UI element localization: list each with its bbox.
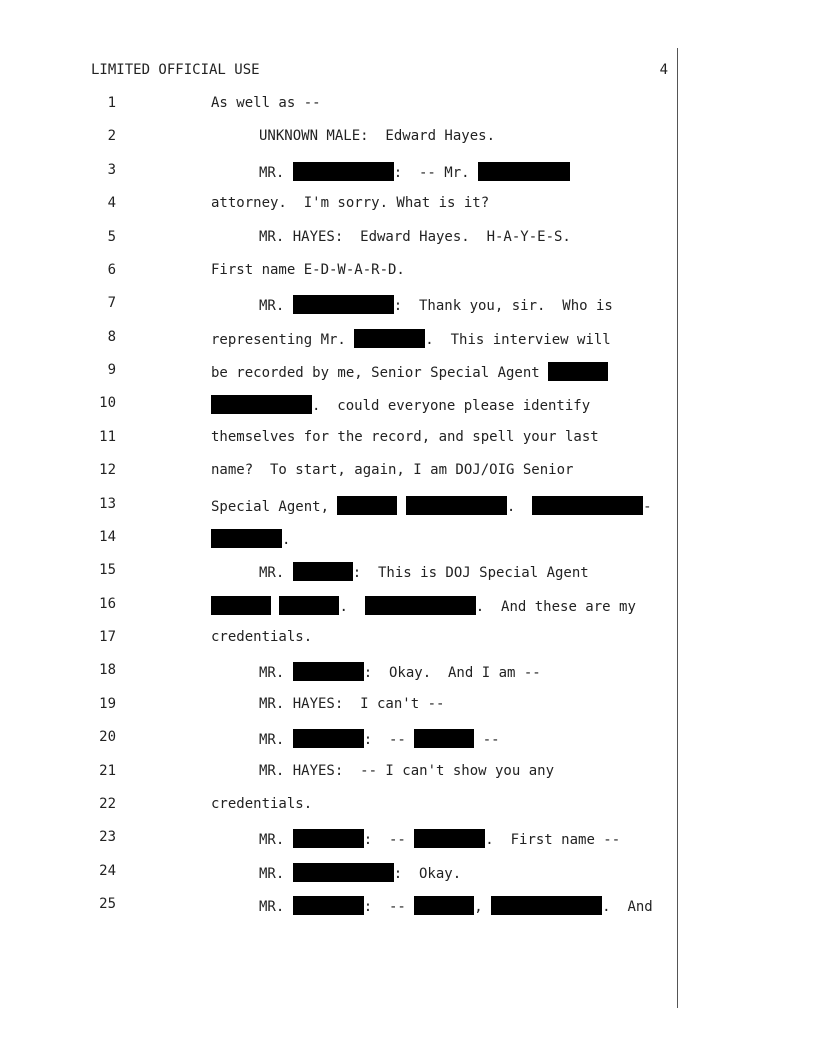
- text-segment: . And: [602, 899, 653, 916]
- text-segment: name? To start, again, I am DOJ/OIG Senior: [211, 462, 574, 479]
- text-segment: : --: [363, 732, 415, 749]
- text-segment: MR. HAYES: -- I can't show you any: [259, 762, 555, 779]
- redaction-box: [532, 496, 643, 515]
- redaction-box: [279, 596, 339, 615]
- line-text: [259, 662, 541, 681]
- line-text: [211, 629, 312, 645]
- line-number: 25: [99, 896, 116, 913]
- transcript-line: [0, 826, 816, 850]
- redaction-box: [293, 295, 394, 314]
- line-number: 18: [99, 662, 116, 679]
- text-segment: MR.: [259, 298, 293, 315]
- text-segment: MR.: [259, 732, 293, 749]
- redaction-box: [406, 496, 507, 515]
- text-segment: UNKNOWN MALE: Edward Hayes.: [259, 128, 496, 145]
- redaction-box: [211, 395, 312, 414]
- line-number: 7: [107, 295, 116, 312]
- line-text: [211, 796, 312, 812]
- line-number: 9: [107, 362, 116, 379]
- text-segment: . And these are my: [475, 598, 636, 615]
- redaction-box: [491, 896, 602, 915]
- text-segment: : -- Mr.: [393, 164, 479, 181]
- text-segment: --: [474, 732, 500, 749]
- text-segment: Special Agent,: [211, 498, 338, 515]
- line-number: 12: [99, 462, 116, 479]
- line-text: [211, 496, 652, 515]
- line-number: 21: [99, 762, 116, 779]
- line-number: 23: [99, 829, 116, 846]
- transcript-line: [0, 893, 816, 917]
- redaction-box: [478, 162, 570, 181]
- text-segment: [271, 599, 279, 615]
- line-text: [211, 395, 590, 414]
- line-number: 4: [107, 195, 116, 212]
- redaction-box: [293, 829, 364, 848]
- text-segment: MR.: [259, 832, 293, 849]
- text-segment: As well as --: [211, 95, 321, 111]
- line-number: 13: [99, 495, 116, 512]
- text-segment: ,: [474, 899, 492, 916]
- text-segment: : This is DOJ Special Agent: [352, 565, 589, 582]
- line-text: [211, 462, 573, 478]
- text-segment: MR. HAYES: Edward Hayes. H-A-Y-E-S.: [259, 228, 571, 245]
- redaction-box: [293, 162, 394, 181]
- text-segment: credentials.: [211, 795, 313, 812]
- line-number: 3: [107, 161, 116, 178]
- redaction-box: [293, 662, 364, 681]
- line-text: [211, 529, 290, 548]
- line-number: 22: [99, 795, 116, 812]
- text-segment: representing Mr.: [211, 331, 355, 348]
- text-segment: .: [339, 598, 365, 615]
- line-number: 8: [107, 328, 116, 345]
- line-number: 19: [99, 695, 116, 712]
- line-text: [259, 128, 495, 144]
- transcript-line: [0, 426, 816, 450]
- line-number: 5: [107, 228, 116, 245]
- transcript-line: [0, 292, 816, 316]
- text-segment: : Okay.: [393, 865, 462, 882]
- transcript-line: [0, 760, 816, 784]
- text-segment: . This interview will: [425, 331, 611, 348]
- redaction-box: [211, 596, 271, 615]
- transcript-line: [0, 693, 816, 717]
- transcript-line: [0, 459, 816, 483]
- redaction-box: [293, 562, 353, 581]
- text-segment: . could everyone please identify: [312, 398, 591, 415]
- line-text: [211, 195, 489, 211]
- line-number: 10: [99, 395, 116, 412]
- text-segment: .: [506, 498, 533, 515]
- text-segment: : --: [363, 832, 415, 849]
- line-number: 1: [107, 95, 116, 111]
- line-number: 14: [99, 528, 116, 545]
- transcript-line: [0, 326, 816, 350]
- transcript-line: [0, 159, 816, 183]
- transcript-line: [0, 392, 816, 416]
- redaction-box: [548, 362, 608, 381]
- redaction-box: [354, 329, 425, 348]
- line-text: [259, 896, 653, 915]
- transcript-line: [0, 226, 816, 250]
- text-segment: MR. HAYES: I can't --: [259, 695, 445, 712]
- line-text: [211, 429, 599, 445]
- line-number: 11: [99, 428, 116, 445]
- redaction-box: [337, 496, 397, 515]
- line-text: [211, 329, 611, 348]
- text-segment: attorney. I'm sorry. What is it?: [211, 195, 490, 212]
- line-number: 16: [99, 595, 116, 612]
- line-number: 6: [107, 261, 116, 278]
- transcript-line: [0, 860, 816, 884]
- redaction-box: [414, 896, 474, 915]
- line-text: [259, 729, 500, 748]
- redaction-box: [293, 896, 364, 915]
- line-text: [259, 863, 461, 882]
- transcript-line: [0, 526, 816, 550]
- line-number: 20: [99, 729, 116, 746]
- redaction-box: [414, 829, 485, 848]
- text-segment: MR.: [259, 865, 293, 882]
- text-segment: : Thank you, sir. Who is: [393, 298, 613, 315]
- line-text: [211, 262, 405, 278]
- redaction-box: [414, 729, 474, 748]
- text-segment: -: [643, 498, 652, 515]
- transcript-line: [0, 626, 816, 650]
- text-segment: . First name --: [485, 832, 621, 849]
- line-text: [211, 362, 608, 381]
- line-number: 17: [99, 629, 116, 646]
- line-number: 24: [99, 862, 116, 879]
- transcript-line: [0, 359, 816, 383]
- redaction-box: [293, 729, 364, 748]
- line-number: 15: [99, 562, 116, 579]
- text-segment: themselves for the record, and spell your last: [211, 428, 599, 445]
- text-segment: : --: [363, 899, 415, 916]
- line-text: [259, 763, 554, 779]
- transcript-line: [0, 659, 816, 683]
- transcript-line: [0, 793, 816, 817]
- text-segment: [397, 499, 405, 515]
- line-number: 2: [107, 128, 116, 145]
- text-segment: MR.: [259, 665, 293, 682]
- page-number: 4: [659, 62, 668, 78]
- transcript-line: [0, 259, 816, 283]
- line-text: [259, 295, 613, 314]
- line-text: [259, 829, 620, 848]
- text-segment: MR.: [259, 899, 293, 916]
- text-segment: : Okay. And I am --: [363, 665, 541, 682]
- text-segment: credentials.: [211, 629, 313, 646]
- text-segment: First name E-D-W-A-R-D.: [211, 261, 405, 278]
- text-segment: MR.: [259, 164, 293, 181]
- transcript-line: [0, 125, 816, 149]
- line-text: [259, 162, 570, 181]
- transcript-line: [0, 493, 816, 517]
- line-text: [259, 562, 589, 581]
- transcript-line: [0, 593, 816, 617]
- redaction-box: [365, 596, 476, 615]
- transcript-line: [0, 726, 816, 750]
- transcript-line: [0, 192, 816, 216]
- transcript-line: [0, 559, 816, 583]
- transcript-line: [0, 92, 816, 116]
- page-header-classification: LIMITED OFFICIAL USE: [91, 62, 260, 78]
- redaction-box: [293, 863, 394, 882]
- line-text: [259, 696, 444, 712]
- text-segment: MR.: [259, 565, 293, 582]
- redaction-box: [211, 529, 282, 548]
- line-text: [259, 229, 571, 245]
- line-text: [211, 95, 321, 111]
- text-segment: be recorded by me, Senior Special Agent: [211, 365, 549, 382]
- text-segment: .: [282, 531, 291, 548]
- line-text: [211, 596, 636, 615]
